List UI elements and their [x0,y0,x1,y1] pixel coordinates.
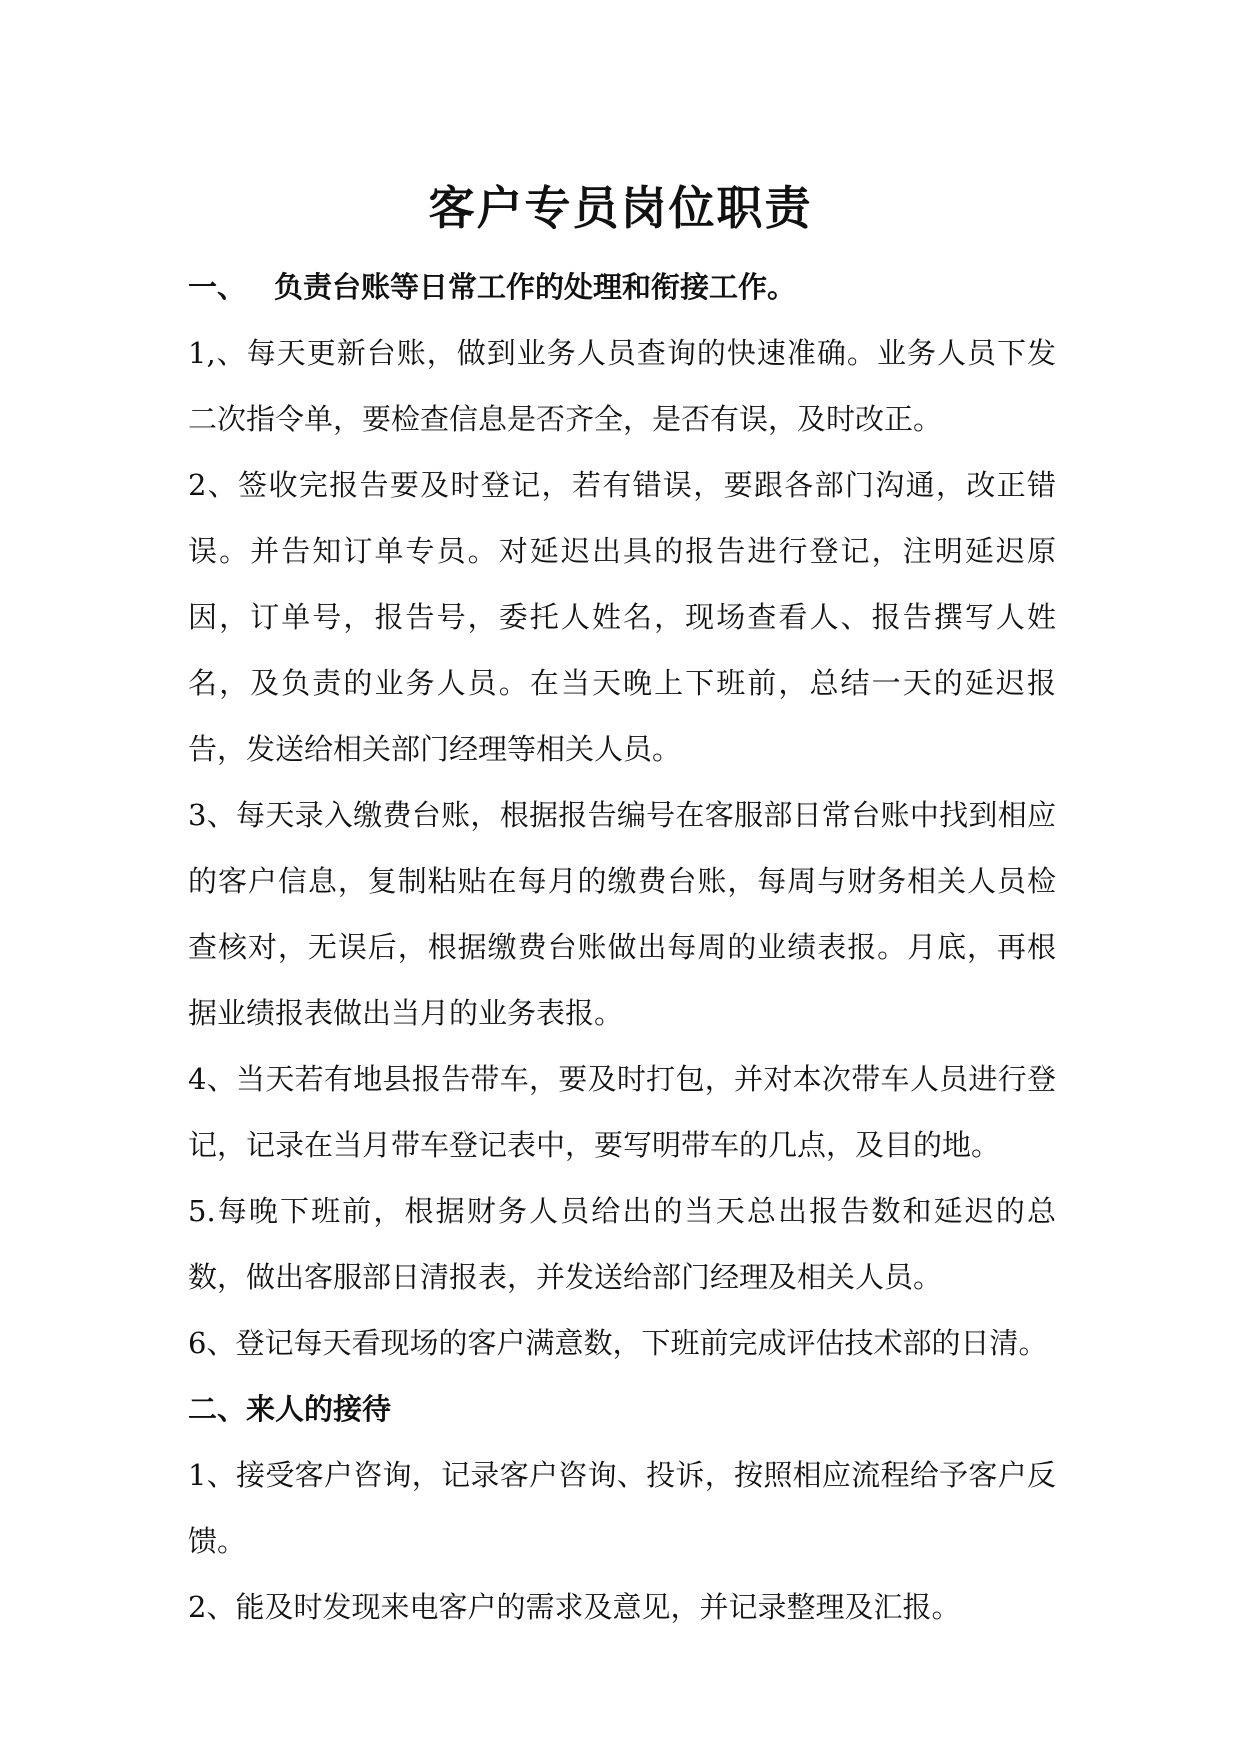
section-1-number: 一、 [188,270,247,304]
section-1-item-1: 1,、每天更新台账，做到业务人员查询的快速准确。业务人员下发二次指令单，要检查信息是否齐全，是否有误，及时改正。 [188,336,1056,436]
document-body [188,254,1056,1640]
section-1-item-4: 4、当天若有地县报告带车，要及时打包，并对本次带车人员进行登记，记录在当月带车登记表中，要写明带车的几点，及目的地。 [188,1062,1056,1162]
document-title: 客户专员岗位职责 [428,181,813,235]
section-2-heading: 二、来人的接待 [188,1392,392,1426]
section-1-item-5: 5.每晚下班前，根据财务人员给出的当天总出报告数和延迟的总数，做出客服部日清报表，并发送给部门经理及相关人员。 [188,1194,1056,1294]
section-1-title: 负责台账等日常工作的处理和衔接工作。 [274,270,797,304]
section-2-item-2: 2、能及时发现来电客户的需求及意见，并记录整理及汇报。 [188,1590,961,1624]
section-1-item-6: 6、登记每天看现场的客户满意数，下班前完成评估技术部的日清。 [188,1326,1048,1360]
section-2-item-1: 1、接受客户咨询，记录客户咨询、投诉，按照相应流程给予客户反馈。 [188,1458,1056,1558]
section-1-heading [188,254,1056,320]
section-1-item-3: 3、每天录入缴费台账，根据报告编号在客服部日常台账中找到相应的客户信息，复制粘贴在每月的缴费台账，每周与财务相关人员检查核对，无误后，根据缴费台账做出每周的业绩表报。月底，再根据业绩报表做出当月的业务表报。 [188,798,1056,1030]
section-1-item-2: 2、签收完报告要及时登记，若有错误，要跟各部门沟通，改正错误。并告知订单专员。对延迟出具的报告进行登记，注明延迟原因，订单号，报告号，委托人姓名，现场查看人、报告撰写人姓名，及负责的业务人员。在当天晚上下班前，总结一天的延迟报告，发送给相关部门经理等相关人员。 [188,468,1056,766]
